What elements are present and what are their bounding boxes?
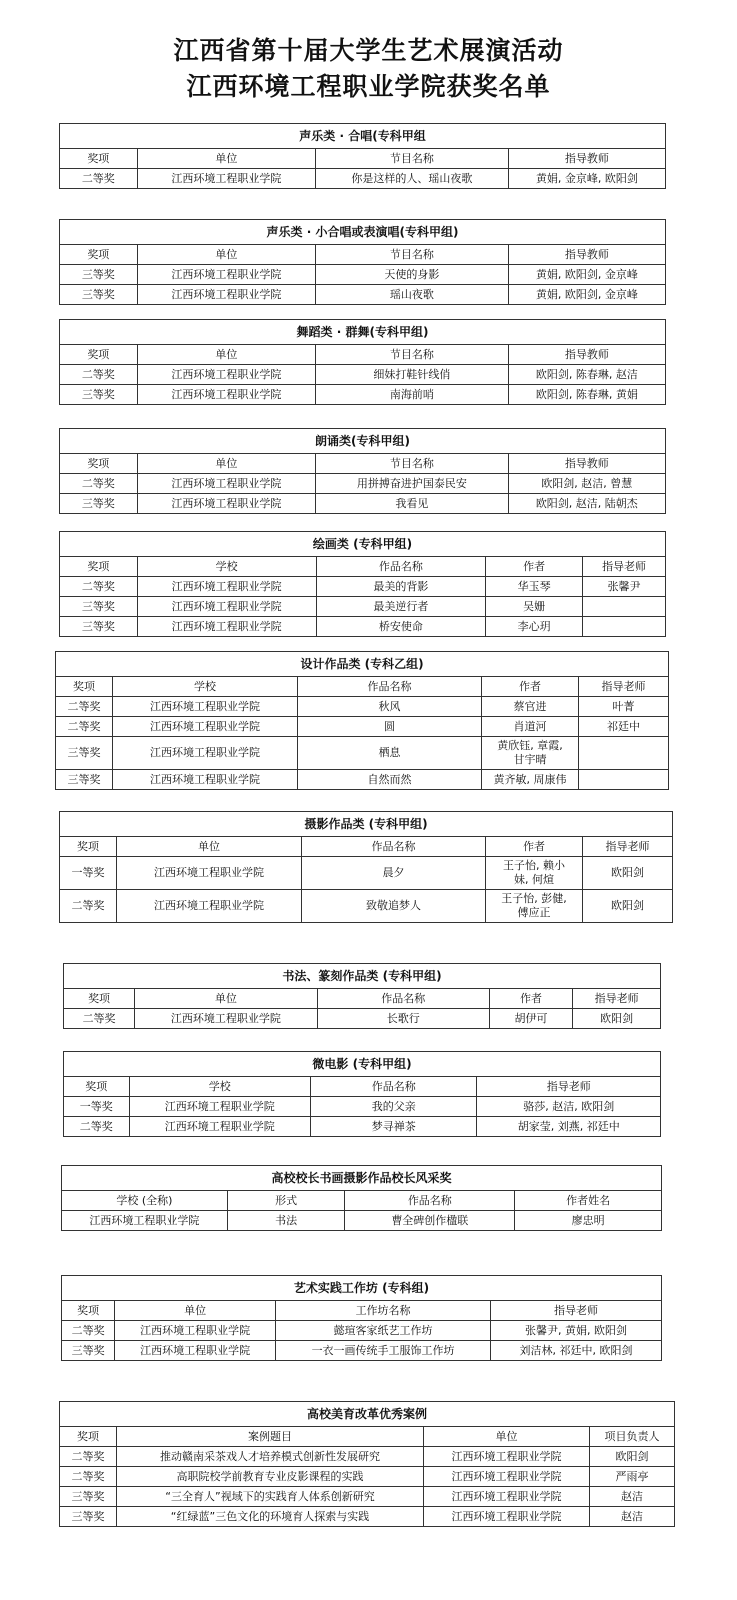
table-cell: 二等奖	[56, 717, 113, 737]
section-caption-row	[60, 429, 666, 454]
table-cell: 一等奖	[60, 857, 117, 890]
calligraphy-table	[63, 963, 661, 1029]
table-cell: 圆	[298, 717, 482, 737]
column-header: 单位	[424, 1427, 590, 1447]
table-cell: 桥安使命	[316, 617, 486, 637]
table-cell: 骆莎, 赵洁, 欧阳剑	[477, 1097, 661, 1117]
header-row	[60, 837, 673, 857]
table-cell: 二等奖	[62, 1321, 115, 1341]
section-microfilm	[63, 1051, 661, 1137]
table-cell	[579, 770, 669, 790]
table-row	[62, 1321, 662, 1341]
table-cell: 天使的身影	[316, 265, 509, 285]
column-header: 作者	[482, 677, 579, 697]
table-row	[60, 577, 666, 597]
column-header: 奖项	[60, 245, 138, 265]
table-cell: 江西环境工程职业学院	[137, 474, 315, 494]
column-header: 奖项	[56, 677, 113, 697]
table-cell: 江西环境工程职业学院	[137, 577, 316, 597]
column-header: 作者姓名	[515, 1191, 662, 1211]
header-row	[60, 1427, 675, 1447]
section-caption: 绘画类 (专科甲组)	[60, 532, 666, 557]
table-row	[56, 697, 669, 717]
table-cell: 梦寻禅茶	[311, 1117, 477, 1137]
table-cell: 我看见	[316, 494, 509, 514]
table-cell: 江西环境工程职业学院	[115, 1341, 276, 1361]
microfilm-table	[63, 1051, 661, 1137]
table-cell: 三等奖	[60, 597, 138, 617]
table-cell: 廖忠明	[515, 1211, 662, 1231]
table-cell: 江西环境工程职业学院	[113, 770, 298, 790]
table-cell: 最美逆行者	[316, 597, 486, 617]
section-caption: 书法、篆刻作品类 (专科甲组)	[64, 964, 661, 989]
table-cell: 江西环境工程职业学院	[424, 1487, 590, 1507]
column-header: 作品名称	[298, 677, 482, 697]
column-header: 指导教师	[508, 345, 665, 365]
column-header: 奖项	[62, 1301, 115, 1321]
section-caption: 摄影作品类 (专科甲组)	[60, 812, 673, 837]
section-caption-row	[62, 1276, 662, 1301]
section-caption-row	[60, 812, 673, 837]
table-row	[60, 857, 673, 890]
column-header: 单位	[135, 989, 317, 1009]
table-cell: 三等奖	[56, 737, 113, 770]
table-cell: 三等奖	[56, 770, 113, 790]
table-cell: 栖息	[298, 737, 482, 770]
header-row	[60, 245, 666, 265]
table-cell: 张馨尹	[583, 577, 666, 597]
table-cell: 欧阳剑, 陈春琳, 赵洁	[508, 365, 665, 385]
section-caption-row	[60, 320, 666, 345]
table-cell: 欧阳剑	[583, 890, 673, 923]
section-design	[55, 651, 668, 790]
header-row	[64, 989, 661, 1009]
section-caption: 声乐类 · 小合唱或表演唱(专科甲组)	[60, 220, 666, 245]
table-cell: 欧阳剑	[583, 857, 673, 890]
column-header: 奖项	[60, 1427, 117, 1447]
section-choir	[59, 123, 666, 189]
table-cell: 华玉琴	[486, 577, 583, 597]
table-cell: 江西环境工程职业学院	[137, 385, 315, 405]
header-row	[60, 557, 666, 577]
column-header: 单位	[117, 837, 302, 857]
table-cell: 二等奖	[60, 474, 138, 494]
table-row	[60, 1467, 675, 1487]
column-header: 单位	[115, 1301, 276, 1321]
table-cell: 欧阳剑, 赵洁, 曾慧	[508, 474, 665, 494]
table-cell: 江西环境工程职业学院	[113, 737, 298, 770]
column-header: 节目名称	[316, 149, 509, 169]
column-header: 单位	[137, 149, 315, 169]
table-cell: 欧阳剑, 赵洁, 陆朝杰	[508, 494, 665, 514]
design-table	[55, 651, 669, 790]
column-header: 作品名称	[302, 837, 486, 857]
table-cell: 肖道河	[482, 717, 579, 737]
table-cell: 三等奖	[60, 385, 138, 405]
table-cell: 晨夕	[302, 857, 486, 890]
table-cell: 吴姗	[486, 597, 583, 617]
table-cell: 赵洁	[590, 1507, 675, 1527]
section-caption-row	[60, 124, 666, 149]
column-header: 作品名称	[317, 989, 489, 1009]
table-cell: 你是这样的人、瑶山夜歌	[316, 169, 509, 189]
column-header: 学校	[137, 557, 316, 577]
column-header: 单位	[137, 245, 315, 265]
section-caption-row	[62, 1166, 662, 1191]
column-header: 奖项	[60, 149, 138, 169]
section-dance	[59, 319, 666, 405]
table-row	[62, 1341, 662, 1361]
column-header: 作品名称	[311, 1077, 477, 1097]
table-cell: 王子怡, 赖小 妹, 何煊	[486, 857, 583, 890]
table-cell: 二等奖	[60, 890, 117, 923]
table-row	[56, 737, 669, 770]
column-header: 学校 (全称)	[62, 1191, 228, 1211]
table-cell: 黄欣钰, 章霞, 甘宇晴	[482, 737, 579, 770]
table-cell: 祁廷中	[579, 717, 669, 737]
table-cell: 王子怡, 彭健, 傅应正	[486, 890, 583, 923]
column-header: 形式	[227, 1191, 345, 1211]
table-cell: 三等奖	[62, 1341, 115, 1361]
table-cell: 江西环境工程职业学院	[129, 1097, 311, 1117]
table-row	[60, 890, 673, 923]
column-header: 奖项	[60, 557, 138, 577]
column-header: 指导老师	[573, 989, 661, 1009]
table-row	[64, 1117, 661, 1137]
table-cell: 曹全碑创作楹联	[345, 1211, 515, 1231]
table-cell: 江西环境工程职业学院	[137, 265, 315, 285]
column-header: 作者	[486, 557, 583, 577]
table-cell: 我的父亲	[311, 1097, 477, 1117]
column-header: 节目名称	[316, 245, 509, 265]
section-caption-row	[60, 220, 666, 245]
small-choir-table	[59, 219, 666, 305]
page-title-line-1: 江西省第十届大学生艺术展演活动	[173, 36, 564, 65]
table-cell: 张馨尹, 黄娟, 欧阳剑	[491, 1321, 662, 1341]
choir-table	[59, 123, 666, 189]
column-header: 指导教师	[508, 245, 665, 265]
table-row	[60, 1507, 675, 1527]
table-cell	[579, 737, 669, 770]
table-cell: 江西环境工程职业学院	[424, 1507, 590, 1527]
column-header: 工作坊名称	[276, 1301, 491, 1321]
table-cell: 三等奖	[60, 265, 138, 285]
table-cell: 二等奖	[64, 1009, 135, 1029]
section-caption: 舞蹈类 · 群舞(专科甲组)	[60, 320, 666, 345]
column-header: 指导老师	[583, 557, 666, 577]
column-header: 节目名称	[316, 345, 509, 365]
table-cell: 二等奖	[60, 365, 138, 385]
table-row	[60, 617, 666, 637]
table-cell: 江西环境工程职业学院	[117, 890, 302, 923]
section-painting	[59, 531, 666, 637]
section-caption: 设计作品类 (专科乙组)	[56, 652, 669, 677]
page-title-line-2: 江西环境工程职业学院获奖名单	[186, 72, 551, 101]
table-cell: 江西环境工程职业学院	[135, 1009, 317, 1029]
table-cell: 懿瑄客家纸艺工作坊	[276, 1321, 491, 1341]
president-table	[61, 1165, 662, 1231]
table-cell	[583, 597, 666, 617]
column-header: 作品名称	[345, 1191, 515, 1211]
section-caption: 微电影 (专科甲组)	[64, 1052, 661, 1077]
table-row	[60, 1447, 675, 1467]
column-header: 指导老师	[491, 1301, 662, 1321]
table-cell: 二等奖	[56, 697, 113, 717]
painting-table	[59, 531, 666, 637]
table-row	[64, 1097, 661, 1117]
column-header: 学校	[129, 1077, 311, 1097]
section-caption-row	[60, 532, 666, 557]
table-cell: 江西环境工程职业学院	[113, 697, 298, 717]
table-cell: 刘洁林, 祁廷中, 欧阳剑	[491, 1341, 662, 1361]
section-workshop	[61, 1275, 662, 1361]
table-cell: 胡伊可	[489, 1009, 573, 1029]
table-cell: 严雨亭	[590, 1467, 675, 1487]
column-header: 奖项	[64, 989, 135, 1009]
table-cell: 书法	[227, 1211, 345, 1231]
dance-table	[59, 319, 666, 405]
table-cell: 二等奖	[60, 1467, 117, 1487]
table-cell: 江西环境工程职业学院	[117, 857, 302, 890]
section-caption: 高校校长书画摄影作品校长风采奖	[62, 1166, 662, 1191]
section-caption: 高校美育改革优秀案例	[60, 1402, 675, 1427]
table-row	[60, 1487, 675, 1507]
column-header: 作者	[486, 837, 583, 857]
table-cell: 秋风	[298, 697, 482, 717]
section-caption: 艺术实践工作坊 (专科组)	[62, 1276, 662, 1301]
table-cell: “三全育人”视域下的实践育人体系创新研究	[117, 1487, 424, 1507]
section-recitation	[59, 428, 666, 514]
column-header: 奖项	[60, 454, 138, 474]
table-row	[60, 365, 666, 385]
table-cell: 自然而然	[298, 770, 482, 790]
table-row	[64, 1009, 661, 1029]
table-cell: 黄齐敏, 周康伟	[482, 770, 579, 790]
column-header: 项目负责人	[590, 1427, 675, 1447]
table-cell: 李心玥	[486, 617, 583, 637]
recitation-table	[59, 428, 666, 514]
section-caption-row	[64, 964, 661, 989]
table-cell: 黄娟, 金京峰, 欧阳剑	[508, 169, 665, 189]
workshop-table	[61, 1275, 662, 1361]
table-cell: 三等奖	[60, 1507, 117, 1527]
table-cell: 一衣一画传统手工服饰工作坊	[276, 1341, 491, 1361]
table-cell: 最美的背影	[316, 577, 486, 597]
table-cell: 蔡官进	[482, 697, 579, 717]
header-row	[56, 677, 669, 697]
table-row	[56, 770, 669, 790]
table-row	[62, 1211, 662, 1231]
table-cell: “红绿蓝”三色文化的环境育人探索与实践	[117, 1507, 424, 1527]
table-cell: 江西环境工程职业学院	[62, 1211, 228, 1231]
table-cell: 一等奖	[64, 1097, 130, 1117]
table-cell: 赵洁	[590, 1487, 675, 1507]
table-cell: 用拼搏奋进护国泰民安	[316, 474, 509, 494]
header-row	[60, 454, 666, 474]
header-row	[62, 1191, 662, 1211]
photo-table	[59, 811, 673, 923]
table-cell: 二等奖	[60, 169, 138, 189]
table-cell: 高职院校学前教育专业皮影课程的实践	[117, 1467, 424, 1487]
table-row	[60, 285, 666, 305]
table-cell: 欧阳剑, 陈春琳, 黄娟	[508, 385, 665, 405]
header-row	[62, 1301, 662, 1321]
header-row	[60, 149, 666, 169]
section-small-choir	[59, 219, 666, 305]
header-row	[60, 345, 666, 365]
table-cell: 瑶山夜歌	[316, 285, 509, 305]
table-cell: 江西环境工程职业学院	[129, 1117, 311, 1137]
table-cell: 三等奖	[60, 617, 138, 637]
section-calligraphy	[63, 963, 661, 1029]
table-cell: 江西环境工程职业学院	[137, 365, 315, 385]
table-cell: 致敬追梦人	[302, 890, 486, 923]
section-caption: 朗诵类(专科甲组)	[60, 429, 666, 454]
section-caption-row	[60, 1402, 675, 1427]
table-cell: 江西环境工程职业学院	[137, 169, 315, 189]
table-cell: 二等奖	[60, 1447, 117, 1467]
table-cell: 江西环境工程职业学院	[137, 597, 316, 617]
section-photo	[59, 811, 666, 923]
column-header: 作品名称	[316, 557, 486, 577]
table-row	[60, 169, 666, 189]
column-header: 单位	[137, 345, 315, 365]
table-cell: 南海前哨	[316, 385, 509, 405]
table-cell: 江西环境工程职业学院	[424, 1447, 590, 1467]
table-cell: 三等奖	[60, 494, 138, 514]
column-header: 奖项	[60, 345, 138, 365]
column-header: 作者	[489, 989, 573, 1009]
table-cell: 三等奖	[60, 1487, 117, 1507]
table-cell: 细妹打鞋针线俏	[316, 365, 509, 385]
table-cell: 黄娟, 欧阳剑, 金京峰	[508, 265, 665, 285]
table-cell: 江西环境工程职业学院	[424, 1467, 590, 1487]
table-cell: 叶菁	[579, 697, 669, 717]
column-header: 指导老师	[477, 1077, 661, 1097]
column-header: 学校	[113, 677, 298, 697]
header-row	[64, 1077, 661, 1097]
table-row	[60, 597, 666, 617]
table-cell: 江西环境工程职业学院	[115, 1321, 276, 1341]
section-caption: 声乐类 · 合唱(专科甲组	[60, 124, 666, 149]
table-row	[56, 717, 669, 737]
table-cell: 欧阳剑	[590, 1447, 675, 1467]
table-cell: 二等奖	[64, 1117, 130, 1137]
table-cell: 长歌行	[317, 1009, 489, 1029]
column-header: 指导教师	[508, 454, 665, 474]
table-cell: 三等奖	[60, 285, 138, 305]
section-caption-row	[56, 652, 669, 677]
table-cell: 胡家莹, 刘燕, 祁廷中	[477, 1117, 661, 1137]
reform-table	[59, 1401, 675, 1527]
table-cell: 二等奖	[60, 577, 138, 597]
table-row	[60, 385, 666, 405]
section-reform	[59, 1401, 666, 1527]
section-caption-row	[64, 1052, 661, 1077]
table-row	[60, 474, 666, 494]
column-header: 指导老师	[583, 837, 673, 857]
table-row	[60, 265, 666, 285]
table-row	[60, 494, 666, 514]
column-header: 案例题目	[117, 1427, 424, 1447]
column-header: 奖项	[64, 1077, 130, 1097]
table-cell: 欧阳剑	[573, 1009, 661, 1029]
column-header: 奖项	[60, 837, 117, 857]
table-cell: 江西环境工程职业学院	[137, 617, 316, 637]
table-cell	[583, 617, 666, 637]
table-cell: 黄娟, 欧阳剑, 金京峰	[508, 285, 665, 305]
table-cell: 江西环境工程职业学院	[137, 494, 315, 514]
table-cell: 江西环境工程职业学院	[113, 717, 298, 737]
section-president	[61, 1165, 662, 1231]
column-header: 指导教师	[508, 149, 665, 169]
column-header: 节目名称	[316, 454, 509, 474]
table-cell: 江西环境工程职业学院	[137, 285, 315, 305]
column-header: 单位	[137, 454, 315, 474]
table-cell: 推动赣南采茶戏人才培养模式创新性发展研究	[117, 1447, 424, 1467]
column-header: 指导老师	[579, 677, 669, 697]
